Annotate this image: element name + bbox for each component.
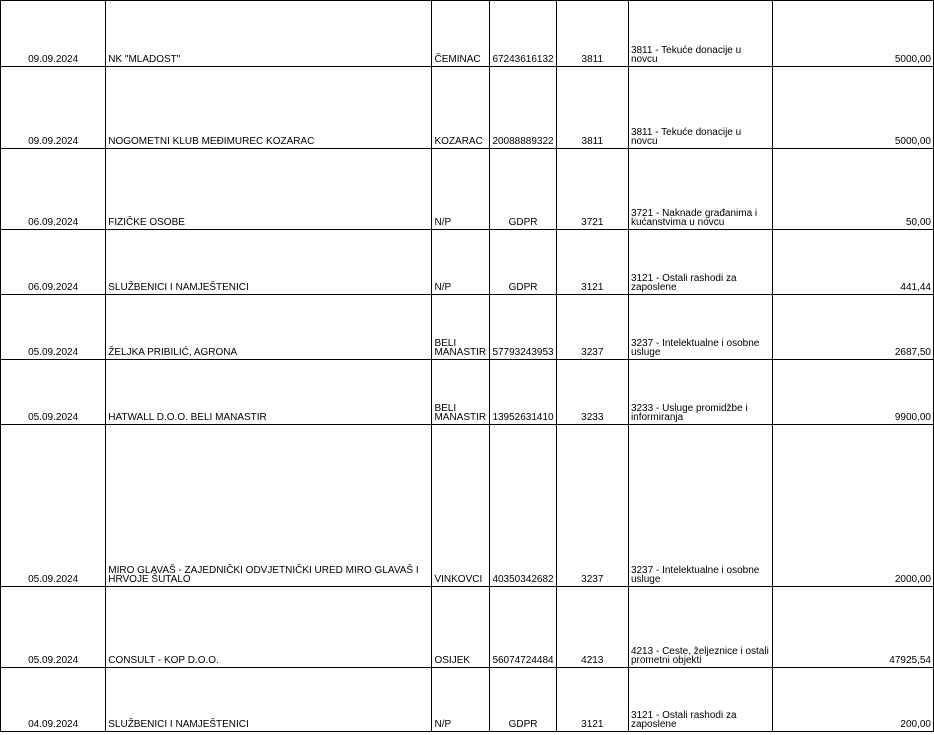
cell-oib: GDPR bbox=[490, 149, 556, 230]
table-row bbox=[1, 67, 934, 149]
cell-name: CONSULT - KOP D.O.O. bbox=[106, 587, 432, 668]
cell-place: N/P bbox=[432, 149, 490, 230]
cell-place: VINKOVCI bbox=[432, 425, 490, 587]
table-row bbox=[1, 295, 934, 360]
cell-place: BELI MANASTIR bbox=[432, 295, 490, 360]
cell-amount: 200,00 bbox=[772, 668, 933, 732]
table-row bbox=[1, 425, 934, 587]
cell-date: 05.09.2024 bbox=[1, 295, 106, 360]
cell-account-code: 3237 bbox=[556, 295, 628, 360]
cell-name: HATWALL D.O.O. BELI MANASTIR bbox=[106, 360, 432, 425]
cell-amount: 5000,00 bbox=[772, 1, 933, 67]
cell-amount: 441,44 bbox=[772, 230, 933, 295]
cell-name: SLUŽBENICI I NAMJEŠTENICI bbox=[106, 230, 432, 295]
cell-amount: 2687,50 bbox=[772, 295, 933, 360]
cell-place: KOZARAC bbox=[432, 67, 490, 149]
cell-description: 4213 - Ceste, željeznice i ostali prometni objekti bbox=[628, 587, 772, 668]
cell-place: N/P bbox=[432, 230, 490, 295]
cell-oib: 56074724484 bbox=[490, 587, 556, 668]
cell-description: 3121 - Ostali rashodi za zaposlene bbox=[628, 230, 772, 295]
cell-amount: 47925,54 bbox=[772, 587, 933, 668]
cell-oib: 40350342682 bbox=[490, 425, 556, 587]
cell-oib: 13952631410 bbox=[490, 360, 556, 425]
cell-description: 3811 - Tekuće donacije u novcu bbox=[628, 67, 772, 149]
cell-amount: 2000,00 bbox=[772, 425, 933, 587]
table-row bbox=[1, 360, 934, 425]
cell-description: 3811 - Tekuće donacije u novcu bbox=[628, 1, 772, 67]
cell-date: 05.09.2024 bbox=[1, 425, 106, 587]
cell-date: 04.09.2024 bbox=[1, 668, 106, 732]
cell-date: 05.09.2024 bbox=[1, 360, 106, 425]
cell-place: ČEMINAC bbox=[432, 1, 490, 67]
cell-name: SLUŽBENICI I NAMJEŠTENICI bbox=[106, 668, 432, 732]
cell-description: 3237 - Intelektualne i osobne usluge bbox=[628, 425, 772, 587]
cell-account-code: 3721 bbox=[556, 149, 628, 230]
cell-oib: 57793243953 bbox=[490, 295, 556, 360]
cell-account-code: 3121 bbox=[556, 668, 628, 732]
cell-date: 06.09.2024 bbox=[1, 230, 106, 295]
cell-description: 3121 - Ostali rashodi za zaposlene bbox=[628, 668, 772, 732]
cell-amount: 9900,00 bbox=[772, 360, 933, 425]
cell-oib: GDPR bbox=[490, 668, 556, 732]
cell-oib: 67243616132 bbox=[490, 1, 556, 67]
cell-account-code: 4213 bbox=[556, 587, 628, 668]
table-row bbox=[1, 1, 934, 67]
table-row bbox=[1, 149, 934, 230]
cell-account-code: 3121 bbox=[556, 230, 628, 295]
cell-account-code: 3237 bbox=[556, 425, 628, 587]
cell-name: NK "MLADOST" bbox=[106, 1, 432, 67]
table-row bbox=[1, 230, 934, 295]
cell-account-code: 3811 bbox=[556, 1, 628, 67]
cell-description: 3233 - Usluge promidžbe i informiranja bbox=[628, 360, 772, 425]
cell-place: N/P bbox=[432, 668, 490, 732]
cell-account-code: 3811 bbox=[556, 67, 628, 149]
table-row bbox=[1, 668, 934, 732]
cell-oib: 20088889322 bbox=[490, 67, 556, 149]
cell-place: OSIJEK bbox=[432, 587, 490, 668]
cell-name: FIZIČKE OSOBE bbox=[106, 149, 432, 230]
cell-name: MIRO GLAVAŠ - ZAJEDNIČKI ODVJETNIČKI URED MIRO GLAVAŠ I HRVOJE ŠUTALO bbox=[106, 425, 432, 587]
cell-date: 09.09.2024 bbox=[1, 1, 106, 67]
cell-amount: 50,00 bbox=[772, 149, 933, 230]
cell-name: ŽELJKA PRIBILIĆ, AGRONA bbox=[106, 295, 432, 360]
cell-date: 09.09.2024 bbox=[1, 67, 106, 149]
table-row bbox=[1, 587, 934, 668]
cell-description: 3237 - Intelektualne i osobne usluge bbox=[628, 295, 772, 360]
cell-amount: 5000,00 bbox=[772, 67, 933, 149]
cell-date: 06.09.2024 bbox=[1, 149, 106, 230]
cell-oib: GDPR bbox=[490, 230, 556, 295]
cell-date: 05.09.2024 bbox=[1, 587, 106, 668]
cell-name: NOGOMETNI KLUB MEĐIMUREC KOZARAC bbox=[106, 67, 432, 149]
cell-place: BELI MANASTIR bbox=[432, 360, 490, 425]
cell-account-code: 3233 bbox=[556, 360, 628, 425]
cell-description: 3721 - Naknade građanima i kućanstvima u novcu bbox=[628, 149, 772, 230]
